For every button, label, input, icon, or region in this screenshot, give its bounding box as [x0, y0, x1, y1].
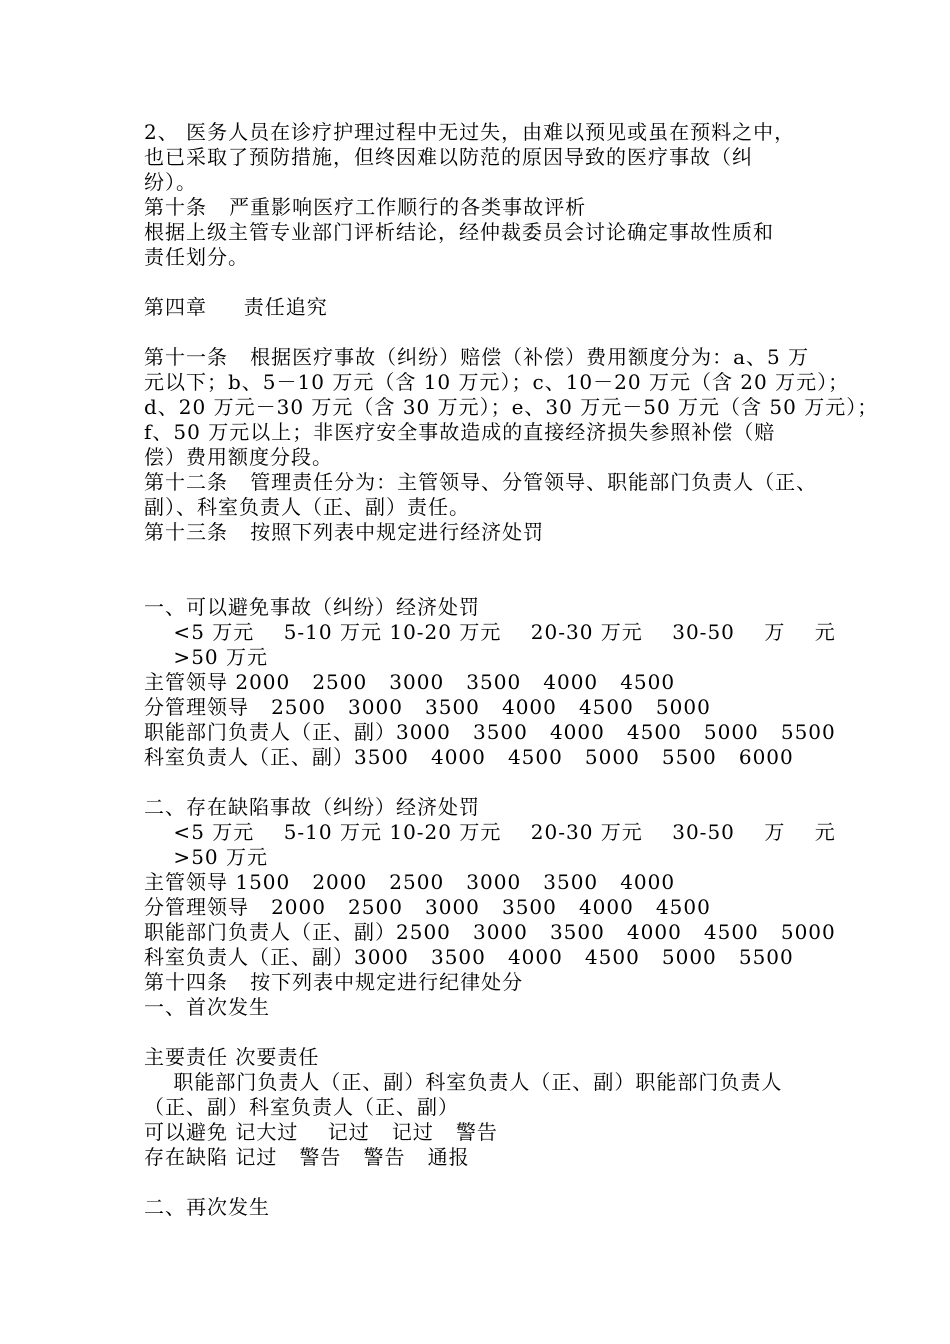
- blank-line: [144, 1020, 824, 1045]
- text-line: 元以下；b、5－10 万元（含 10 万元）；c、10－20 万元（含 20 万元）；: [144, 370, 850, 394]
- blank-line: [144, 545, 824, 570]
- blank-line: [144, 570, 824, 595]
- text-line: 第十条 严重影响医疗工作顺行的各类事故评析: [144, 195, 587, 219]
- text-line: 副）、科室负责人（正、副）责任。: [144, 495, 470, 519]
- text-line: 一、首次发生: [144, 995, 270, 1019]
- text-line: 主要责任 次要责任: [144, 1045, 320, 1069]
- text-line: f、50 万元以上；非医疗安全事故造成的直接经济损失参照补偿（赔: [144, 420, 776, 444]
- text-line: >50 万元: [144, 645, 268, 669]
- text-line: 科室负责人（正、副）3000 3500 4000 4500 5000 5500: [144, 945, 794, 969]
- text-line: 2、 医务人员在诊疗护理过程中无过失，由难以预见或虽在预料之中，: [144, 120, 796, 144]
- text-line: 主管领导 1500 2000 2500 3000 3500 4000: [144, 870, 676, 894]
- text-line: 第十一条 根据医疗事故（纠纷）赔偿（补偿）费用额度分为：a、5 万: [144, 345, 810, 369]
- blank-line: [144, 320, 824, 345]
- text-line: 第四章 责任追究: [144, 295, 328, 319]
- text-line: 根据上级主管专业部门评析结论，经仲裁委员会讨论确定事故性质和: [144, 220, 774, 244]
- text-line: 分管理领导 2000 2500 3000 3500 4000 4500: [144, 895, 711, 919]
- text-line: 职能部门负责人（正、副）3000 3500 4000 4500 5000 5500: [144, 720, 836, 744]
- document-body: [144, 120, 879, 1220]
- text-line: 也已采取了预防措施，但终因难以防范的原因导致的医疗事故（纠: [144, 145, 753, 169]
- text-line: 分管理领导 2500 3000 3500 4000 4500 5000: [144, 695, 711, 719]
- text-line: <5 万元 5-10 万元 10-20 万元 20-30 万元 30-50 万 元: [144, 620, 836, 644]
- text-line: 科室负责人（正、副）3500 4000 4500 5000 5500 6000: [144, 745, 794, 769]
- text-line: 职能部门负责人（正、副）科室负责人（正、副）职能部门负责人: [144, 1070, 783, 1094]
- blank-line: [144, 270, 824, 295]
- text-line: 可以避免 记大过 记过 记过 警告: [144, 1120, 498, 1144]
- blank-line: [144, 770, 824, 795]
- text-line: 主管领导 2000 2500 3000 3500 4000 4500: [144, 670, 676, 694]
- text-line: （正、副）科室负责人（正、副）: [144, 1095, 459, 1119]
- text-line: 二、再次发生: [144, 1195, 270, 1219]
- text-line: 职能部门负责人（正、副）2500 3000 3500 4000 4500 5000: [144, 920, 836, 944]
- text-line: 责任划分。: [144, 245, 249, 269]
- text-line: 存在缺陷 记过 警告 警告 通报: [144, 1145, 470, 1169]
- text-line: 第十二条 管理责任分为：主管领导、分管领导、职能部门负责人（正、: [144, 470, 818, 494]
- text-line: 第十四条 按下列表中规定进行纪律处分: [144, 970, 524, 994]
- blank-line: [144, 1170, 824, 1195]
- text-line: >50 万元: [144, 845, 268, 869]
- text-line: 二、存在缺陷事故（纠纷）经济处罚: [144, 795, 480, 819]
- text-line: 一、可以避免事故（纠纷）经济处罚: [144, 595, 480, 619]
- text-line: 第十三条 按照下列表中规定进行经济处罚: [144, 520, 545, 544]
- text-line: 偿）费用额度分段。: [144, 445, 333, 469]
- text-line: d、20 万元－30 万元（含 30 万元）；e、30 万元－50 万元（含 50 万元）；: [144, 395, 879, 419]
- text-line: 纷）。: [144, 170, 197, 194]
- text-line: <5 万元 5-10 万元 10-20 万元 20-30 万元 30-50 万 元: [144, 820, 836, 844]
